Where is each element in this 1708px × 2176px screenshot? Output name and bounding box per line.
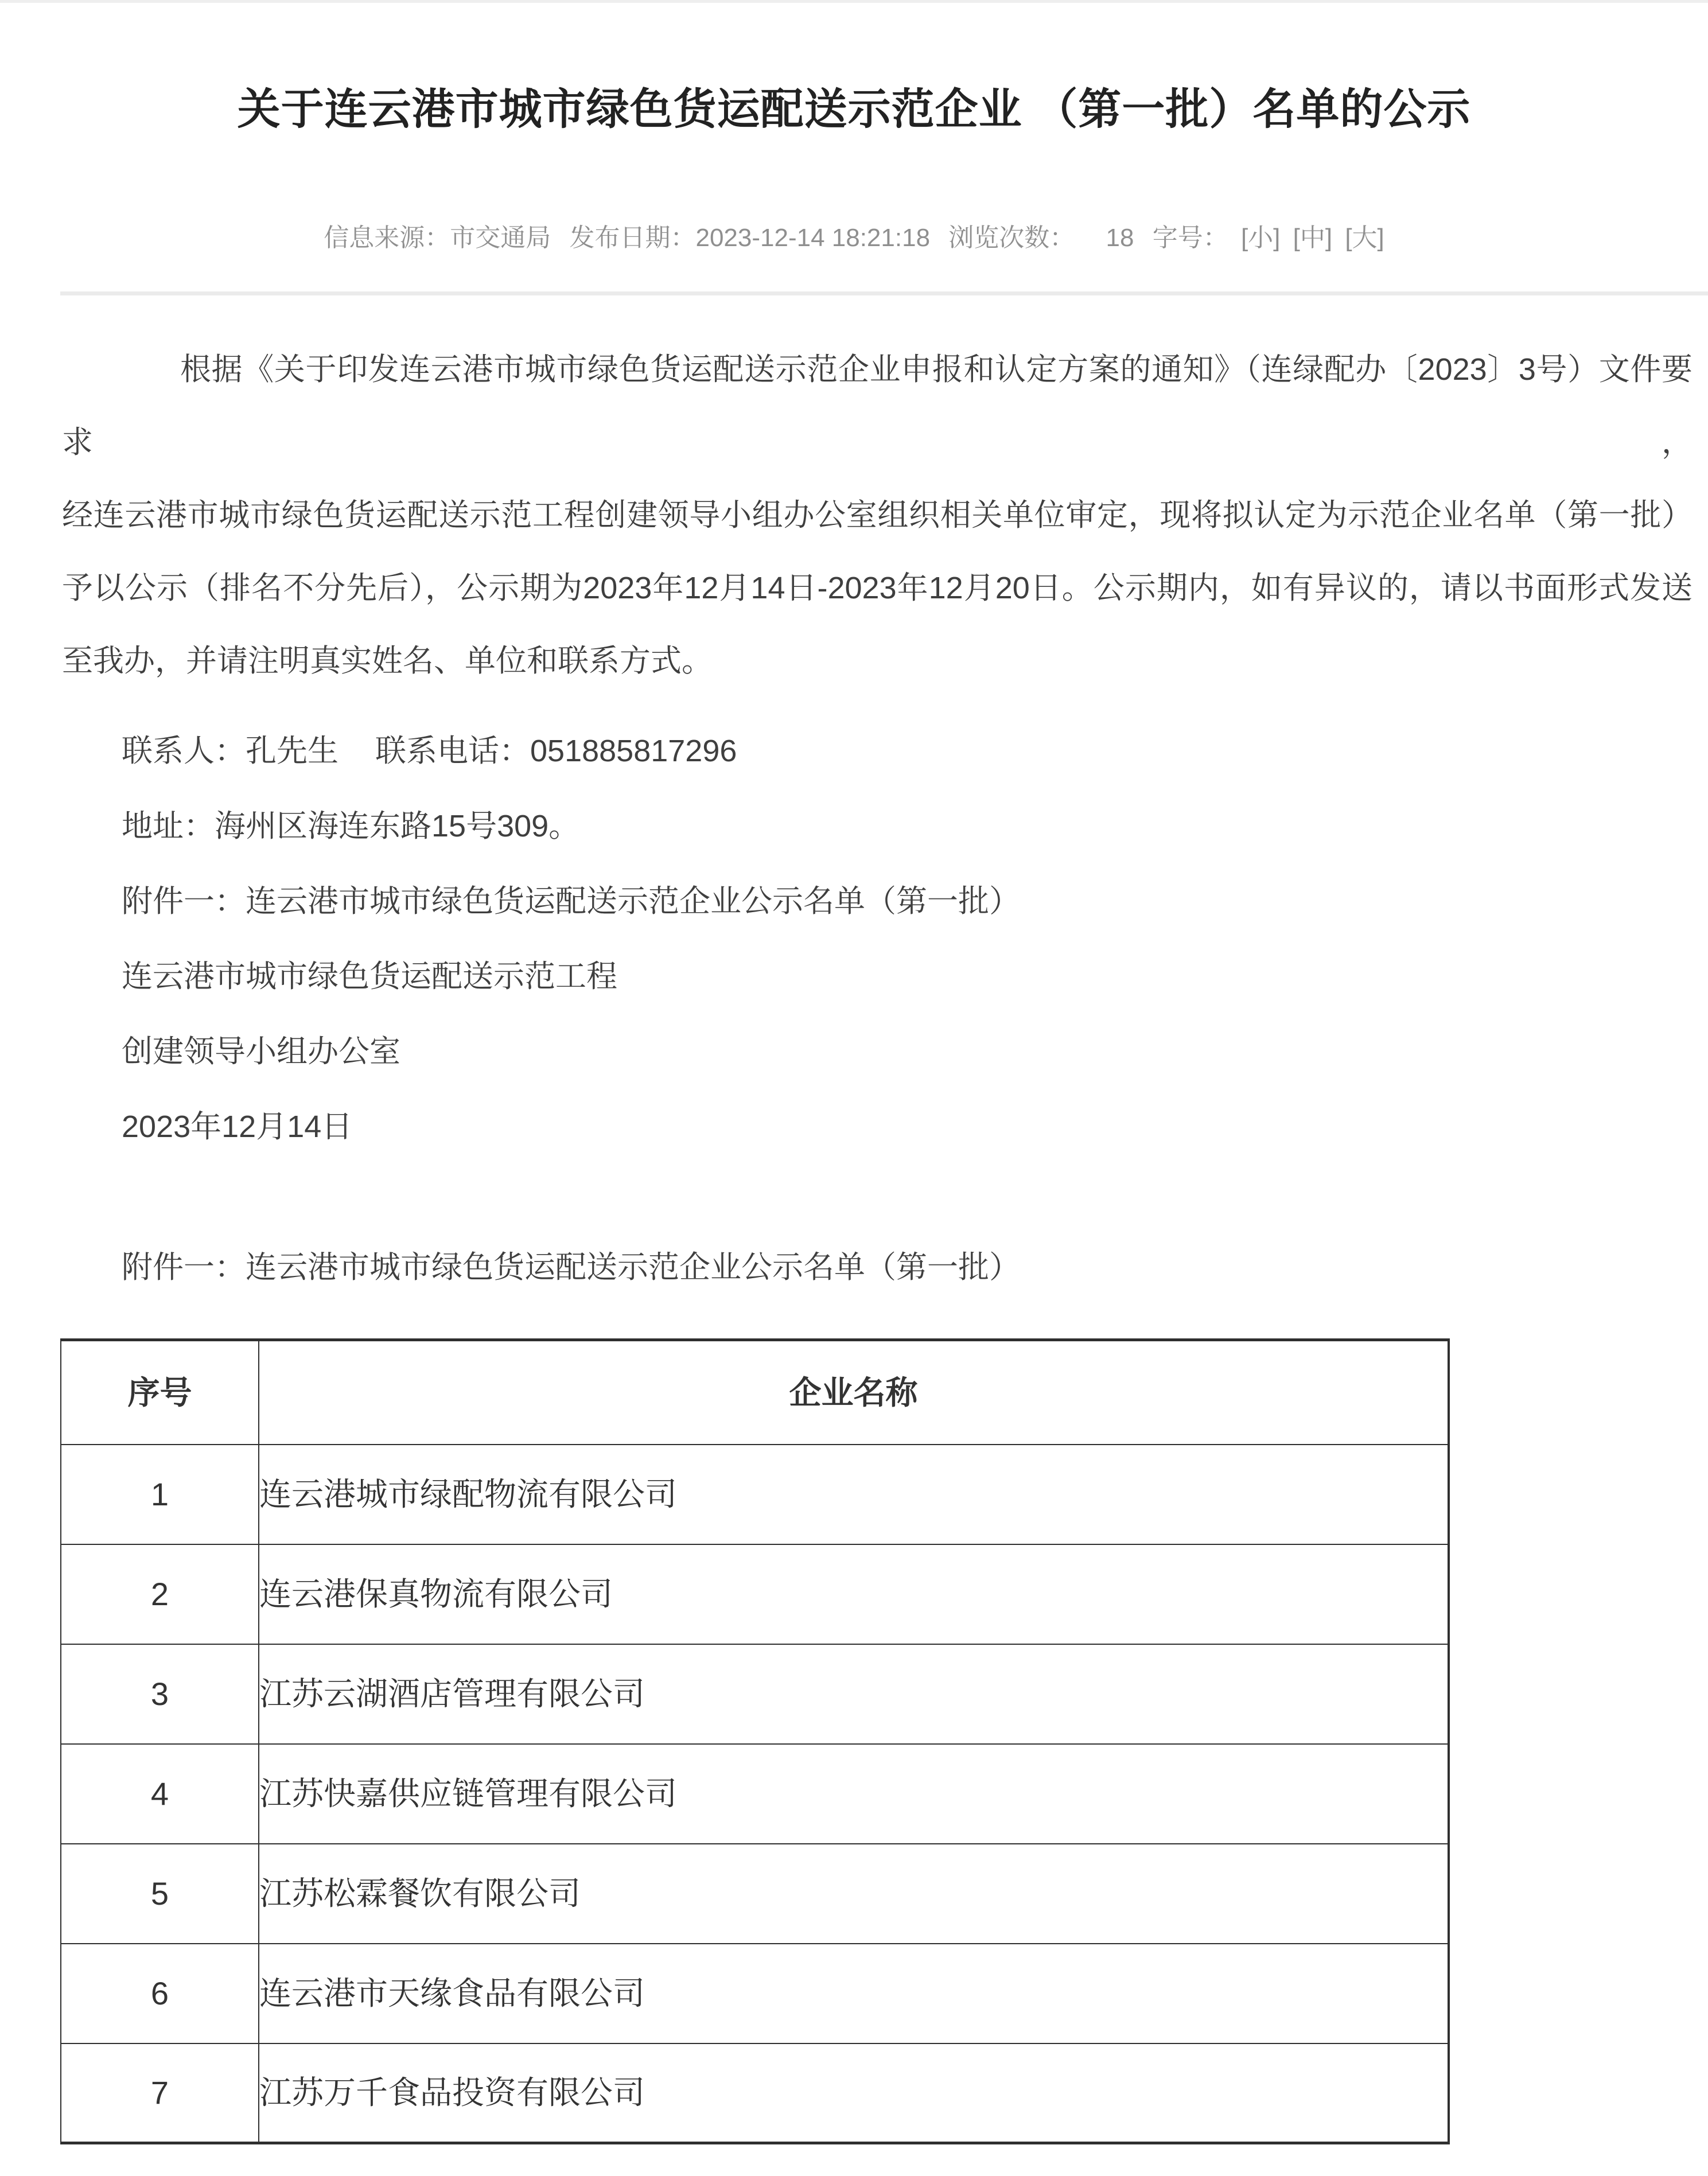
org-office-line: 创建领导小组办公室 [122, 1034, 400, 1069]
table-row [61, 1544, 1449, 1644]
table-row [61, 1445, 1449, 1544]
address-line: 地址：海州区海连东路15号309。 [122, 809, 580, 843]
row-number: 5 [61, 1844, 259, 1944]
page-top-edge [0, 0, 1708, 3]
attachment-table-heading: 附件一：连云港市城市绿色货运配送示范企业公示名单（第一批） [122, 1250, 1020, 1284]
body-paragraph-line: 至我办，并请注明真实姓名、单位和联系方式。 [62, 644, 713, 678]
column-header-no: 序号 [61, 1340, 259, 1445]
contact-line [62, 715, 1693, 788]
body-paragraph-line: 根据《关于印发连云港市城市绿色货运配送示范企业申报和认定方案的通知》（连绿配办〔2023〕3号）文件要求， [62, 352, 1693, 460]
meta-bar [0, 221, 1708, 255]
table-row [61, 1744, 1449, 1844]
company-name: 江苏万千食品投资有限公司 [259, 2043, 1449, 2143]
column-header-name: 企业名称 [259, 1340, 1449, 1445]
row-number: 4 [61, 1744, 259, 1844]
meta-views-label: 浏览次数： [948, 224, 1075, 252]
contact-phone: 联系电话：051885817296 [375, 734, 737, 768]
page-title: 关于连云港市城市绿色货运配送示范企业 （第一批）名单的公示 [237, 85, 1471, 133]
table-header-row [61, 1340, 1449, 1445]
body-paragraph-line: 予以公示（排名不分先后），公示期为2023年12月14日-2023年12月20日。公示期内，如有异议的，请以书面形式发送 [62, 571, 1693, 605]
org-name-line: 连云港市城市绿色货运配送示范工程 [122, 959, 617, 994]
company-name: 江苏快嘉供应链管理有限公司 [259, 1744, 1449, 1844]
table-row [61, 1644, 1449, 1744]
company-name: 江苏云湖酒店管理有限公司 [259, 1644, 1449, 1744]
table-row [61, 2043, 1449, 2143]
article-body [62, 333, 1693, 2144]
company-name: 连云港保真物流有限公司 [259, 1544, 1449, 1644]
company-name: 连云港城市绿配物流有限公司 [259, 1445, 1449, 1544]
row-number: 7 [61, 2043, 259, 2143]
enterprise-roster-table [60, 1338, 1450, 2144]
row-number: 6 [61, 1944, 259, 2043]
meta-publish-date: 发布日期：2023-12-14 18:21:18 [569, 224, 931, 252]
meta-views-count: 18 [1106, 224, 1134, 252]
table-row [61, 1844, 1449, 1944]
body-paragraph-line: 经连云港市城市绿色货运配送示范工程创建领导小组办公室组织相关单位审定，现将拟认定为示范企业名单（第一批） [62, 498, 1693, 532]
row-number: 3 [61, 1644, 259, 1744]
fontsize-small-button[interactable]: [小] [1240, 224, 1281, 252]
row-number: 1 [61, 1445, 259, 1544]
contact-person: 联系人：孔先生 [122, 734, 339, 768]
company-name: 江苏松霖餐饮有限公司 [259, 1844, 1449, 1944]
attachment-note-line: 附件一：连云港市城市绿色货运配送示范企业公示名单（第一批） [122, 884, 1020, 918]
meta-source: 信息来源：市交通局 [324, 224, 551, 252]
company-name: 连云港市天缘食品有限公司 [259, 1944, 1449, 2043]
row-number: 2 [61, 1544, 259, 1644]
header-divider [60, 291, 1708, 295]
fontsize-medium-button[interactable]: [中] [1293, 224, 1333, 252]
document-date-line: 2023年12月14日 [122, 1110, 353, 1144]
fontsize-large-button[interactable]: [大] [1345, 224, 1384, 252]
meta-fontsize-label: 字号： [1152, 224, 1228, 252]
table-row [61, 1944, 1449, 2043]
